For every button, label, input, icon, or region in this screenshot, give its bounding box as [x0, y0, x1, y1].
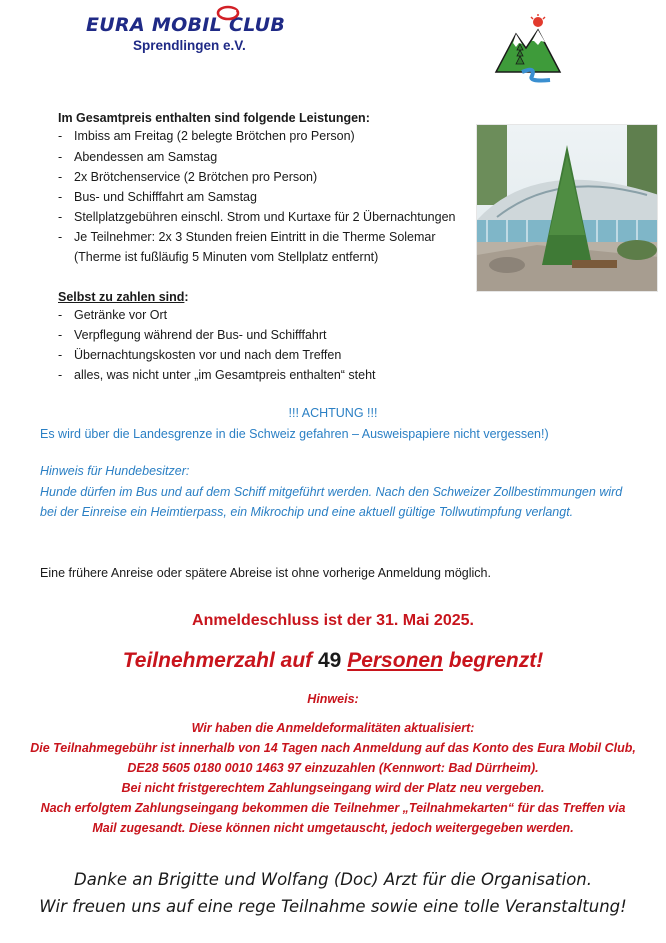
- self-pay-item: Getränke vor Ort: [74, 308, 168, 322]
- self-pay-item: alles, was nicht unter „im Gesamtpreis enthalten“ steht: [74, 368, 376, 382]
- limit-unit: Personen: [347, 649, 443, 672]
- included-heading: Im Gesamtpreis enthalten sind folgende Leistungen:: [58, 111, 370, 125]
- club-logo-text: EURA MOBIL CLUB: [86, 14, 286, 36]
- dog-note-title: Hinweis für Hundebesitzer:: [40, 464, 190, 478]
- limit-suffix: begrenzt!: [442, 649, 544, 672]
- list-dash: -: [58, 230, 63, 244]
- included-item: Stellplatzgebühren einschl. Strom und Kurtaxe für 2 Übernachtungen: [74, 210, 456, 224]
- club-logo-swirl-icon: [216, 5, 240, 21]
- registration-note-line: Nach erfolgtem Zahlungseingang bekommen die Teilnehmer „Teilnahmekarten“ für das Treffen via: [40, 801, 626, 815]
- self-pay-item: Verpflegung während der Bus- und Schifffahrt: [74, 328, 327, 342]
- attention-title: !!! ACHTUNG !!!: [288, 406, 378, 420]
- club-location: Sprendlingen e.V.: [133, 38, 246, 53]
- dog-note-line: bei der Einreise ein Heimtierpass, ein Mikrochip und eine aktuell gültige Tollwutimpfung verlangt.: [40, 505, 574, 519]
- included-item: 2x Brötchenservice (2 Brötchen pro Person): [74, 170, 318, 184]
- self-pay-item: Übernachtungskosten vor und nach dem Treffen: [74, 348, 342, 362]
- thanks-line: Wir freuen uns auf eine rege Teilnahme sowie eine tolle Veranstaltung!: [39, 897, 627, 916]
- included-item: Bus- und Schifffahrt am Samstag: [74, 190, 257, 204]
- self-pay-heading-colon: :: [184, 290, 189, 304]
- list-dash: -: [58, 348, 63, 362]
- included-item: Je Teilnehmer: 2x 3 Stunden freien Eintritt in die Therme Solemar: [74, 230, 436, 244]
- thanks-line: Danke an Brigitte und Wolfang (Doc) Arzt für die Organisation.: [74, 870, 592, 889]
- included-item: Abendessen am Samstag: [74, 150, 218, 164]
- self-pay-heading: [58, 288, 189, 306]
- list-dash: -: [58, 170, 63, 184]
- registration-note-line: Wir haben die Anmeldeformalitäten aktualisiert:: [191, 721, 475, 735]
- registration-note-line: Bei nicht fristgerechtem Zahlungseingang wird der Platz neu vergeben.: [121, 781, 545, 795]
- list-dash: -: [58, 328, 63, 342]
- self-pay-heading-text: Selbst zu zahlen sind: [58, 290, 185, 304]
- therme-photo: [476, 124, 658, 292]
- list-dash: -: [58, 150, 63, 164]
- participant-limit: [0, 648, 666, 674]
- list-dash: -: [58, 308, 63, 322]
- therme-photo-image: [477, 125, 658, 292]
- included-item: Imbiss am Freitag (2 belegte Brötchen pro Person): [74, 129, 355, 143]
- limit-number: 49: [318, 649, 342, 672]
- registration-note-line: DE28 5605 0180 0010 1463 97 einzuzahlen (Kennwort: Bad Dürrheim).: [127, 761, 539, 775]
- registration-deadline: Anmeldeschluss ist der 31. Mai 2025.: [192, 612, 474, 629]
- included-item-continuation: (Therme ist fußläufig 5 Minuten vom Stellplatz entfernt): [74, 250, 379, 264]
- early-arrival-text: Eine frühere Anreise oder spätere Abreise ist ohne vorherige Anmeldung möglich.: [40, 566, 491, 580]
- dog-note-line: Hunde dürfen im Bus und auf dem Schiff mitgeführt werden. Nach den Schweizer Zollbestimmungen wird: [40, 485, 623, 499]
- mountain-logo-icon: [492, 14, 564, 84]
- list-dash: -: [58, 368, 63, 382]
- limit-prefix: Teilnehmerzahl auf: [122, 649, 318, 672]
- registration-note-line: Mail zugesandt. Diese können nicht umgetauscht, jedoch weitergegeben werden.: [92, 821, 574, 835]
- list-dash: -: [58, 129, 63, 143]
- registration-note-line: Die Teilnahmegebühr ist innerhalb von 14 Tagen nach Anmeldung auf das Konto des Eura Mobil Club,: [30, 741, 636, 755]
- registration-note-title: Hinweis:: [307, 692, 359, 706]
- attention-text: Es wird über die Landesgrenze in die Schweiz gefahren – Ausweispapiere nicht vergessen!): [40, 427, 549, 441]
- list-dash: -: [58, 210, 63, 224]
- list-dash: -: [58, 190, 63, 204]
